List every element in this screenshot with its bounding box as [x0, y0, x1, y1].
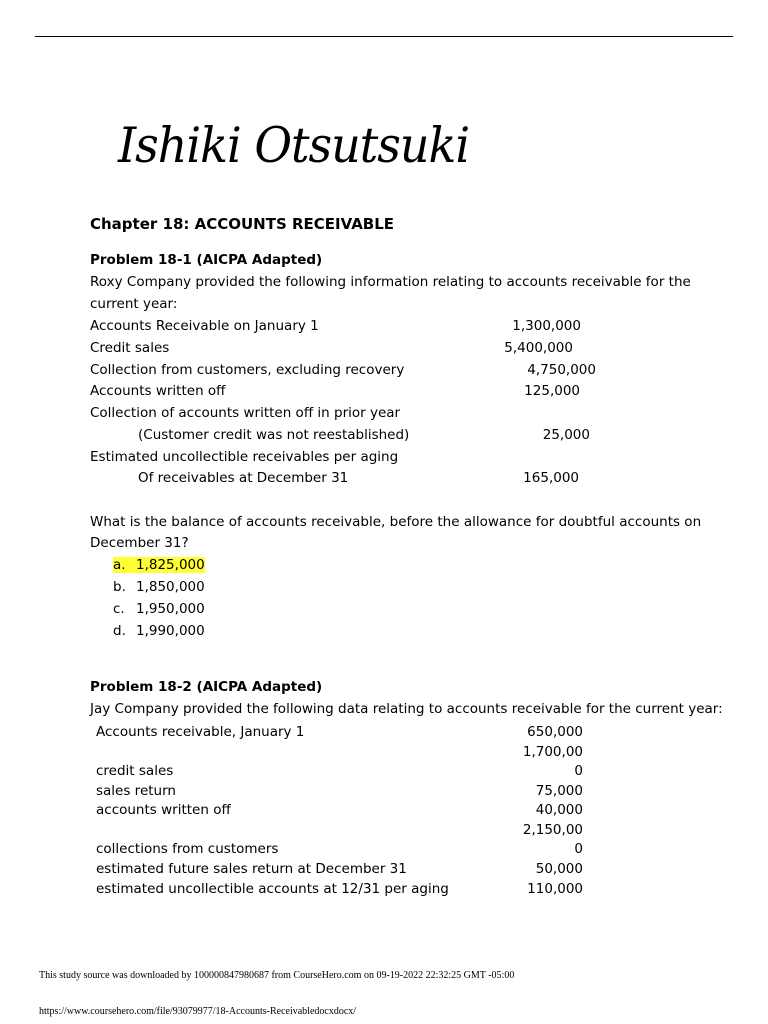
problem2-intro: Jay Company provided the following data relating to accounts receivable for the current year: [90, 701, 723, 717]
p1-row-value: 5,400,000 [504, 340, 573, 356]
p2-row-label: estimated future sales return at December 31 [96, 861, 407, 877]
p2-value: 650,000 [527, 724, 583, 740]
header-rule [35, 36, 733, 37]
source-url[interactable]: https://www.coursehero.com/file/93079977/18-Accounts-Receivabledocxdocx/ [39, 1006, 357, 1017]
option-d: 1,990,000 [136, 623, 205, 639]
p1-row-label: Collection from customers, excluding recovery [90, 362, 405, 378]
problem1-question-cont: December 31? [90, 535, 189, 551]
p2-row-label: accounts written off [96, 802, 231, 818]
problem1-question: What is the balance of accounts receivable, before the allowance for doubtful accounts on [90, 514, 702, 530]
p1-row-label: Credit sales [90, 340, 170, 356]
p2-row-label: estimated uncollectible accounts at 12/31 per aging [96, 881, 449, 897]
option-c: 1,950,000 [136, 601, 205, 617]
p2-value: 0 [574, 763, 583, 779]
option-b: 1,850,000 [136, 579, 205, 595]
p2-row-label: sales return [96, 783, 176, 799]
p2-row-label: collections from customers [96, 841, 279, 857]
problem2-title: Problem 18-2 (AICPA Adapted) [90, 679, 323, 695]
option-d-letter: d. [113, 623, 126, 639]
option-c-letter: c. [113, 601, 125, 617]
p2-value: 75,000 [535, 783, 583, 799]
p1-row-label: Accounts Receivable on January 1 [90, 318, 319, 334]
option-a-letter: a. [113, 557, 132, 573]
problem1-intro: Roxy Company provided the following information relating to accounts receivable for the [90, 274, 691, 290]
p2-value: 2,150,00 [522, 822, 583, 838]
download-notice: This study source was downloaded by 100000847980687 from CourseHero.com on 09-19-2022 22:32:25 GMT -05:00 [39, 970, 515, 981]
p2-value: 40,000 [535, 802, 583, 818]
problem1-intro-cont: current year: [90, 296, 178, 312]
p1-row-value: 4,750,000 [527, 362, 596, 378]
p1-row-label: Collection of accounts written off in prior year [90, 405, 401, 421]
p1-row-label: Estimated uncollectible receivables per aging [90, 449, 399, 465]
p1-row-label: Of receivables at December 31 [138, 470, 349, 486]
p2-row-label: credit sales [96, 763, 174, 779]
p1-row-value: 165,000 [523, 470, 579, 486]
chapter-title: Chapter 18: ACCOUNTS RECEIVABLE [90, 215, 395, 233]
p1-row-label: (Customer credit was not reestablished) [138, 427, 410, 443]
option-a-highlighted: 1,825,000 [130, 557, 205, 573]
p1-row-label: Accounts written off [90, 383, 226, 399]
p1-row-value: 125,000 [524, 383, 580, 399]
p2-value: 1,700,00 [522, 744, 583, 760]
option-b-letter: b. [113, 579, 126, 595]
signature: Ishiki Otsutsuki [118, 116, 470, 174]
p2-value: 0 [574, 841, 583, 857]
p2-value: 50,000 [535, 861, 583, 877]
problem1-title: Problem 18-1 (AICPA Adapted) [90, 252, 323, 268]
p1-row-value: 25,000 [542, 427, 590, 443]
p1-row-value: 1,300,000 [512, 318, 581, 334]
p2-value: 110,000 [527, 881, 583, 897]
p2-row-label: Accounts receivable, January 1 [96, 724, 305, 740]
